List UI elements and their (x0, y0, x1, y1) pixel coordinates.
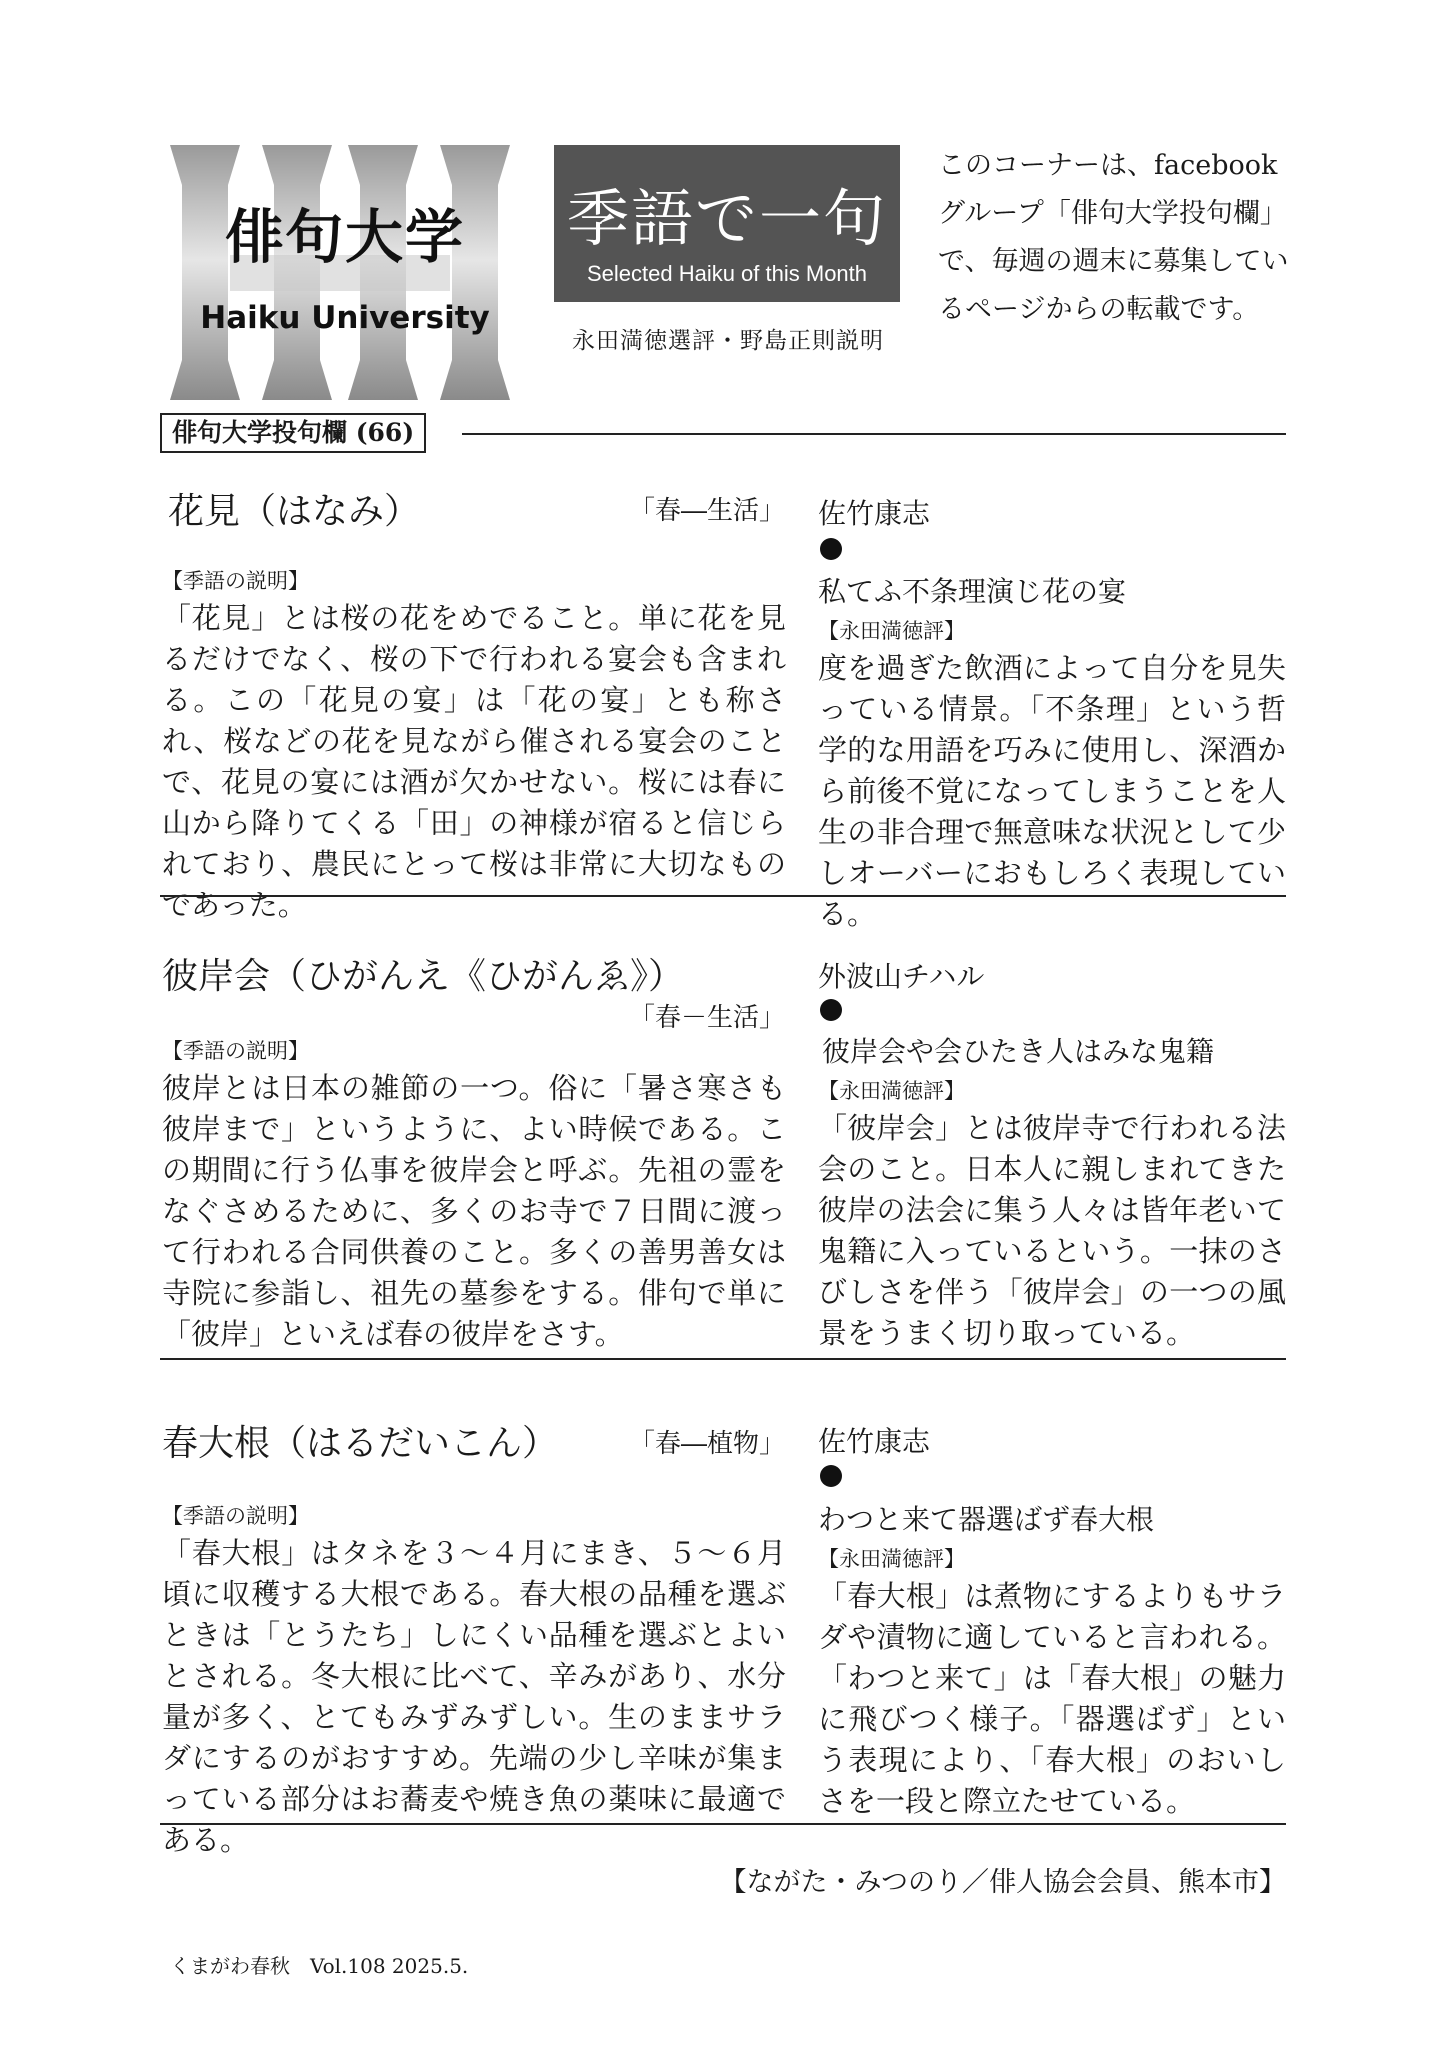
season-tag: 「春－生活」 (628, 1003, 785, 1033)
kigo-explanation: 「春大根」はタネを３～４月にまき、５～６月頃に収穫する大根である。春大根の品種を選ぶときは「とうたち」しにくい品種を選ぶとよいとされる。冬大根に比べて、辛みがあり、水分量が多く、とてもみずみずしい。生のままサラダにするのがおすすめ。先端の少し辛味が集まっている部分はお蕎麦や焼き魚の薬味に最適である。 (162, 1536, 786, 1857)
bullet-icon (820, 538, 842, 560)
bullet-icon (820, 1465, 842, 1487)
haiku-text: 私てふ不条理演じ花の宴 (818, 575, 1127, 608)
review-label: 【永田満徳評】 (818, 1547, 965, 1571)
entry-divider (160, 1823, 1286, 1825)
kigo-title: 春大根（はるだいこん） (162, 1423, 559, 1464)
review-text: 「春大根」は煮物にするよりもサラダや漬物に適していると言われる。「わつと来て」は「春大根」の魅力に飛びつく様子。「器選ばず」という表現により、「春大根」のおいしさを一段と際立たせている。 (818, 1579, 1286, 1818)
explanation-label: 【季語の説明】 (162, 569, 309, 593)
column-title: 季語で一句 (566, 182, 887, 255)
review-text: 「彼岸会」とは彼岸寺で行われる法会のこと。日本人に親しまれてきた彼岸の法会に集う人々は皆年老いて鬼籍に入っているという。一抹のさびしさを伴う「彼岸会」の一つの風景をうまく切り取っている。 (818, 1111, 1286, 1350)
review-text: 度を過ぎた飲酒によって自分を見失っている情景。「不条理」という哲学的な用語を巧みに使用し、深酒から前後不覚になってしまうことを人生の非合理で無意味な状況として少しオーバーにおもしろく表現している。 (818, 651, 1286, 931)
kigo-title: 花見（はなみ） (168, 491, 421, 532)
editors-credit: 永田満徳選評・野島正則説明 (572, 328, 884, 354)
season-tag: 「春―植物」 (628, 1429, 785, 1459)
entry-divider (160, 1358, 1286, 1360)
kigo-title: 彼岸会（ひがんえ《ひがんゑ》） (162, 956, 685, 997)
kigo-explanation: 「花見」とは桜の花をめでること。単に花を見るだけでなく、桜の下で行われる宴会も含まれる。この「花見の宴」は「花の宴」とも称され、桜などの花を見ながら催される宴会のことで、花見の宴には酒が欠かせない。桜には春に山から降りてくる「田」の神様が宿ると信じられており、農民にとって桜は非常に大切なものであった。 (162, 601, 786, 922)
logo-subtitle: Haiku University (200, 300, 490, 336)
intro-text: このコーナーは、facebook グループ「俳句大学投句欄」で、毎週の週末に募集しているページからの転載です。 (938, 150, 1289, 325)
kigo-explanation: 彼岸とは日本の雑節の一つ。俗に「暑さ寒さも彼岸まで」というように、よい時候である。この期間に行う仏事を彼岸会と呼ぶ。先祖の霊をなぐさめるために、多くのお寺で７日間に渡って行われる合同供養のこと。多くの善男善女は寺院に参詣し、祖先の墓参をする。俳句で単に「彼岸」といえば春の彼岸をさす。 (162, 1071, 786, 1351)
column-title-box (554, 145, 900, 302)
review-label: 【永田満徳評】 (818, 1079, 965, 1103)
section-divider (462, 433, 1286, 435)
review-label: 【永田満徳評】 (818, 619, 965, 643)
logo-title: 俳句大学 (224, 203, 465, 271)
haiku-text: 彼岸会や会ひたき人はみな鬼籍 (822, 1035, 1215, 1068)
entry-divider (160, 895, 1286, 897)
column-subtitle: Selected Haiku of this Month (586, 261, 868, 286)
explanation-label: 【季語の説明】 (162, 1504, 309, 1528)
season-tag: 「春―生活」 (628, 496, 785, 526)
haiku-author: 外波山チハル (818, 960, 985, 993)
bullet-icon (820, 999, 842, 1021)
haiku-author: 佐竹康志 (818, 1425, 931, 1458)
explanation-label: 【季語の説明】 (162, 1039, 309, 1063)
haiku-author: 佐竹康志 (818, 497, 931, 530)
publication-footer: くまがわ春秋 Vol.108 2025.5. (170, 1954, 469, 1978)
author-signature: 【ながた・みつのり／俳人協会会員、熊本市】 (719, 1867, 1286, 1898)
haiku-text: わつと来て器選ばず春大根 (818, 1503, 1155, 1536)
section-label: 俳句大学投句欄 (66) (160, 413, 426, 453)
